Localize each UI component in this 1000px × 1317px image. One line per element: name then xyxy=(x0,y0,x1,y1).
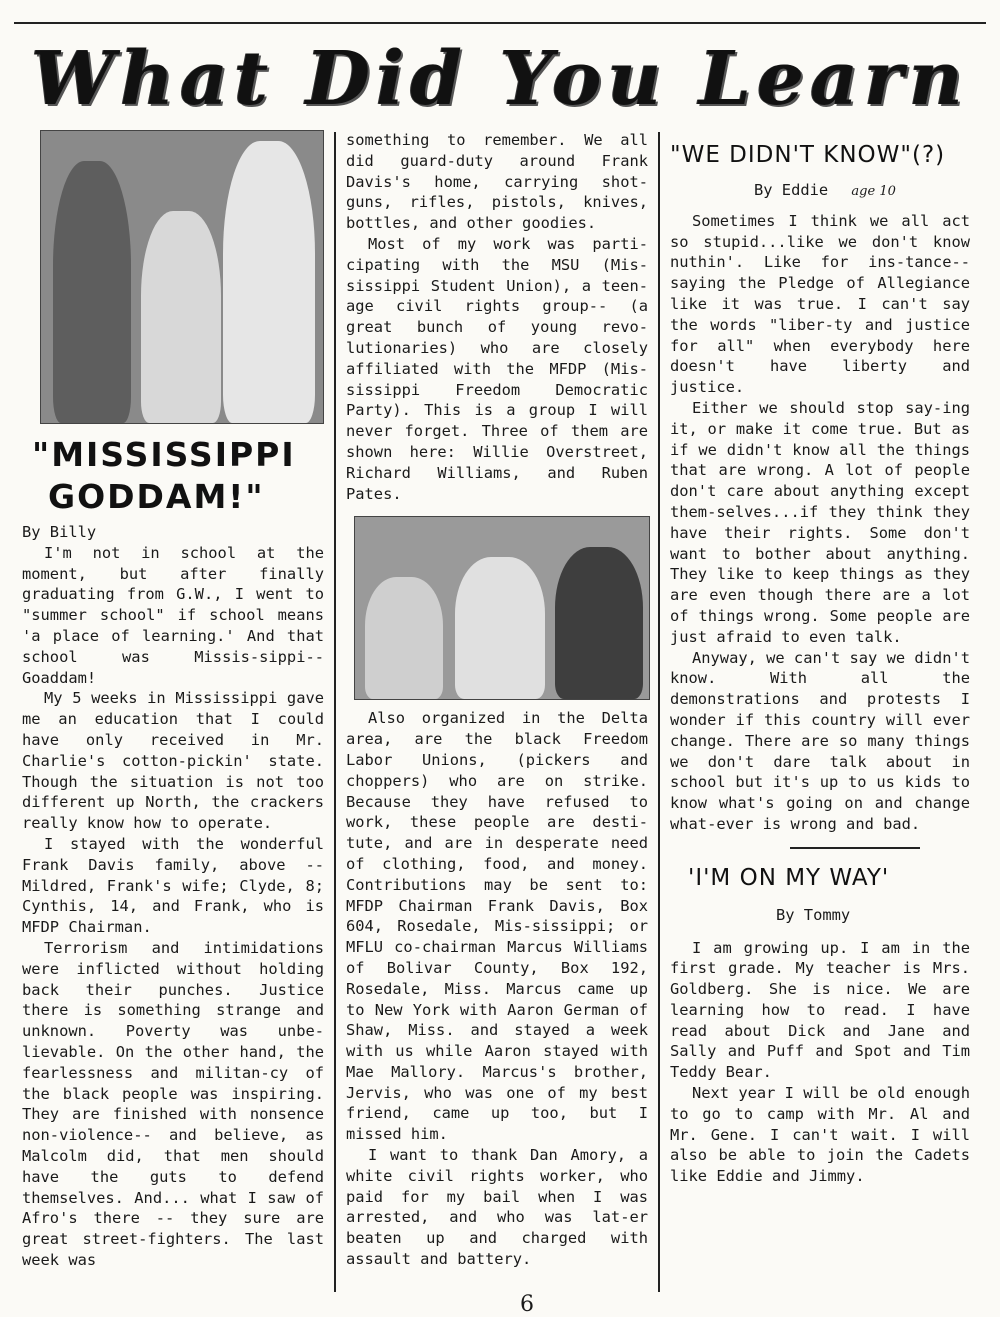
paragraph: Next year I will be old enough to go to camp with Mr. Al and Mr. Gene. I can't wait. I will also be able to join the Cadets like Eddie and Jimmy. xyxy=(670,1084,970,1186)
story-heading: 'I'M ON MY WAY' xyxy=(688,864,890,891)
paragraph: Either we should stop say-ing it, or make it come true. But as if we didn't know all the things that are wrong. A lot of people don't care about anything except them-selves...if they think they have their rights. Some don't want to bother about anything. They like to keep things as they are even though there are a lot of things wrong. Some people are just afraid to even talk. xyxy=(670,398,970,646)
column-3 xyxy=(670,130,970,1187)
top-rule xyxy=(14,22,986,24)
students-photo xyxy=(354,516,650,700)
paragraph: Sometimes I think we all act so stupid...like we don't know nuthin'. Like for ins-tance--saying the Pledge of Allegiance like it was true. I can't say the words "liber-ty and justice for all" when everybody here doesn't have liberty and justice. xyxy=(670,211,970,397)
column-2 xyxy=(346,130,648,1270)
heading-line: GODDAM!" xyxy=(48,477,265,516)
story-heading xyxy=(32,434,324,518)
section-divider xyxy=(790,847,920,849)
byline: By Tommy xyxy=(776,905,851,924)
photo-figure xyxy=(555,547,643,699)
paragraph: Most of my work was parti-cipating with the MSU (Mis-sissippi Student Union), a teen-age civil rights group-- (a great bunch of young revo-lutionaries) who are closely affiliated with the MFDP (Mis-sissippi Freedom Democratic Party). This is a group I will never forget. Three of them are shown here: Willie Overstreet, Richard Williams, and Ruben Pates. xyxy=(346,234,648,503)
photo-figure xyxy=(141,211,221,423)
column-1 xyxy=(22,130,324,1271)
paragraph: I want to thank Dan Amory, a white civil rights worker, who paid for my bail when I was arrested, and who was lat-er beaten up and charged with assault and battery. xyxy=(346,1146,648,1269)
photo-figure xyxy=(365,577,443,699)
byline: By Billy xyxy=(22,523,97,541)
paragraph: I am growing up. I am in the first grade. My teacher is Mrs. Goldberg. She is nice. We are learning how to read. I have read about Dick and Jane and Sally and Puff and Spot and Tim Teddy Bear. xyxy=(670,938,970,1082)
paragraph: Anyway, we can't say we didn't know. With all the demonstrations and protests I wonder if this country will ever change. There are so many things we don't dare talk about in school but it's up to us kids to know what's going on and change what-ever is wrong and bad. xyxy=(670,648,970,833)
byline: By Eddie xyxy=(754,181,829,199)
page-number: 6 xyxy=(520,1292,534,1317)
column-divider xyxy=(334,132,336,1292)
paragraph: My 5 weeks in Mississippi gave me an education that I could have only received in Mr. Charlie's cotton-pickin' state. Though the situation is not too different up North, the crackers really know how to operate. xyxy=(22,689,324,833)
paragraph: something to remember. We all did guard-duty around Frank Davis's home, carrying shot-guns, rifles, pistols, knives, bottles, and other goodies. xyxy=(346,131,648,233)
photo-figure xyxy=(53,161,131,423)
masthead-title: What Did You Learn xyxy=(31,36,969,122)
paragraph: Terrorism and intimidations were inflicted without holding back their punches. Justice there is something strange and unknown. Poverty was unbe-lievable. On the other hand, the fearlessness and militan-cy of the black people was inspiring. They are finished with nonsence non-violence-- and believe, as Malcolm did, that men should have the guts to defend themselves. And... what I saw of Afro's there -- they sure are great street-fighters. The last week was xyxy=(22,938,324,1269)
byline-note: age 10 xyxy=(851,184,896,199)
photo-figure xyxy=(223,141,315,423)
paragraph: I'm not in school at the moment, but after finally graduating from G.W., I went to "summer school" if school means 'a place of learning.' And that school was Missis-sippi--Goaddam! xyxy=(22,543,324,687)
story-heading: "WE DIDN'T KNOW"(?) xyxy=(670,142,946,168)
paragraph: I stayed with the wonderful Frank Davis family, above -- Mildred, Frank's wife; Clyde, 8; Cynthis, 14, and Frank, who is MFDP Chairman. xyxy=(22,834,324,937)
family-photo xyxy=(40,130,324,424)
heading-line: "MISSISSIPPI xyxy=(32,435,296,474)
paragraph: Also organized in the Delta area, are the black Freedom Labor Unions, (pickers and choppers) who are on strike. Because they have refused to work, these people are desti-tute, and are in desperate need of clothing, food, and money. Contributions may be sent to: MFDP Chairman Frank Davis, Box 604, Rosedale, Mis-sissippi; or MFLU co-chairman Marcus Williams of Bolivar County, Box 192, Rosedale, Miss. Marcus came up to New York with Aaron German of Shaw, Miss. and stayed a week with us while Aaron stayed with Mae Mallory. Marcus's brother, Jervis, who was one of my best friend, came up too, but I missed him. xyxy=(346,709,648,1144)
byline-row xyxy=(754,180,970,203)
column-divider xyxy=(658,132,660,1292)
photo-figure xyxy=(455,557,545,699)
